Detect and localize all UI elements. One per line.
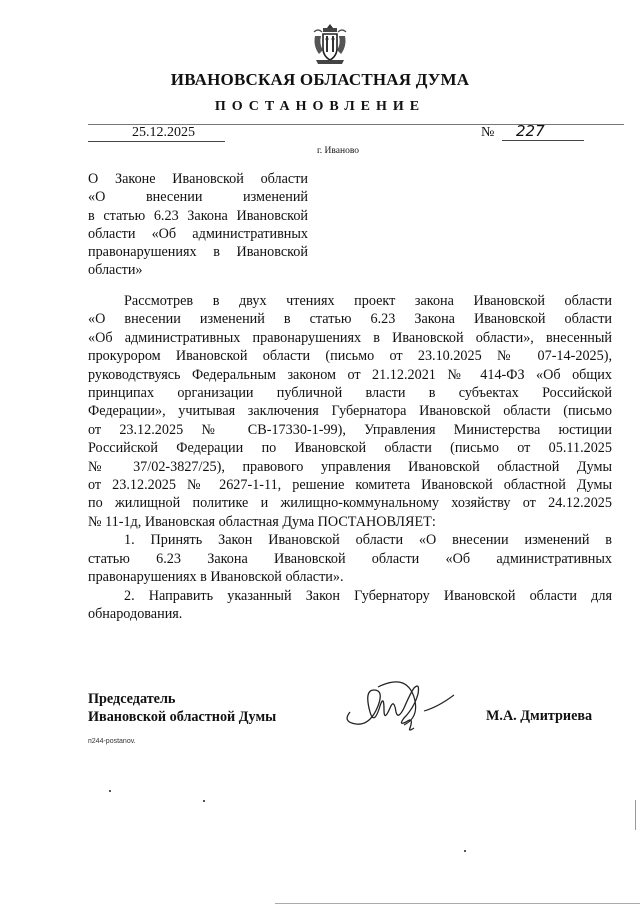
organization-title: ИВАНОВСКАЯ ОБЛАСТНАЯ ДУМА [170, 70, 470, 89]
resolution-item-2 [88, 587, 612, 624]
signatory-title-line: Ивановской областной Думы [88, 709, 277, 725]
body-line: Российской Федерации по Ивановской области (письмо от 05.11.2025 [88, 440, 612, 457]
body-line: 1. Принять Закон Ивановской области «О внесении изменений в [124, 532, 612, 549]
scan-speck [635, 800, 636, 830]
body-line: Федерации», учитывая заключения Губернатора Ивановской области (письмо [88, 403, 612, 420]
scan-speck [464, 850, 466, 852]
city: г. Иваново [316, 146, 360, 156]
scan-speck [109, 790, 111, 792]
body-line: 2. Направить указанный Закон Губернатору Ивановской области для [124, 587, 612, 604]
body-line: «Об административных правонарушениях в Ивановской области», внесенный [88, 329, 612, 346]
signatory-title-line: Председатель [88, 691, 176, 707]
signatory-title [88, 690, 276, 726]
body-line: № 11-1д, Ивановская областная Дума ПОСТАНОВЛЯЕТ: [88, 513, 436, 530]
resolution-item-1 [88, 531, 612, 586]
body-line: статью 6.23 Закона Ивановской области «Об административных [88, 550, 612, 567]
body-line: принципах организации публичной власти в субъектах Российской [88, 385, 612, 402]
body-line: правонарушениях в Ивановской области». [88, 569, 344, 586]
scan-speck [203, 800, 205, 802]
coat-of-arms-icon [312, 22, 348, 68]
body-line: Рассмотрев в двух чтениях проект закона Ивановской области [124, 293, 612, 309]
body-line: обнародования. [88, 605, 183, 622]
file-reference: п244-postanov. [88, 738, 136, 745]
body-line: «О внесении изменений в статью 6.23 Закона Ивановской области [88, 311, 612, 328]
subject-line: в статью 6.23 Закона Ивановской [88, 207, 308, 224]
body-line: от 23.12.2025 № 2627-1-11, решение комитета Ивановской областной Думы [88, 477, 612, 494]
subject-line: области» [88, 262, 143, 279]
body-line: от 23.12.2025 № СВ-17330-1-99), Управления Министерства юстиции [88, 421, 612, 438]
document-subject [88, 170, 308, 280]
subject-line: «О внесении изменений [88, 189, 308, 206]
scan-edge-line [275, 903, 640, 904]
document-number: 227 [502, 123, 584, 141]
subject-line: О Законе Ивановской области [88, 171, 308, 187]
body-line: руководствуясь Федеральным законом от 21.12.2021 № 414-ФЗ «Об общих [88, 366, 612, 383]
document-body [88, 292, 612, 623]
body-line: прокурором Ивановской области (письмо от 23.10.2025 № 07-14-2025), [88, 348, 612, 365]
number-label: № [481, 125, 495, 140]
body-line: № 37/02-3827/25), правового управления Ивановской областной Думы [88, 458, 612, 475]
subject-line: правонарушениях в Ивановской [88, 244, 308, 261]
handwritten-signature-icon [340, 677, 470, 737]
signatory-name: М.А. Дмитриева [486, 708, 593, 724]
document-date: 25.12.2025 [88, 125, 225, 142]
body-line: по жилищной политике и жилищно-коммунальному хозяйству от 24.12.2025 [88, 495, 612, 512]
subject-line: области «Об административных [88, 225, 308, 242]
preamble-paragraph [88, 292, 612, 531]
document-type-title: ПОСТАНОВЛЕНИЕ [214, 99, 426, 114]
